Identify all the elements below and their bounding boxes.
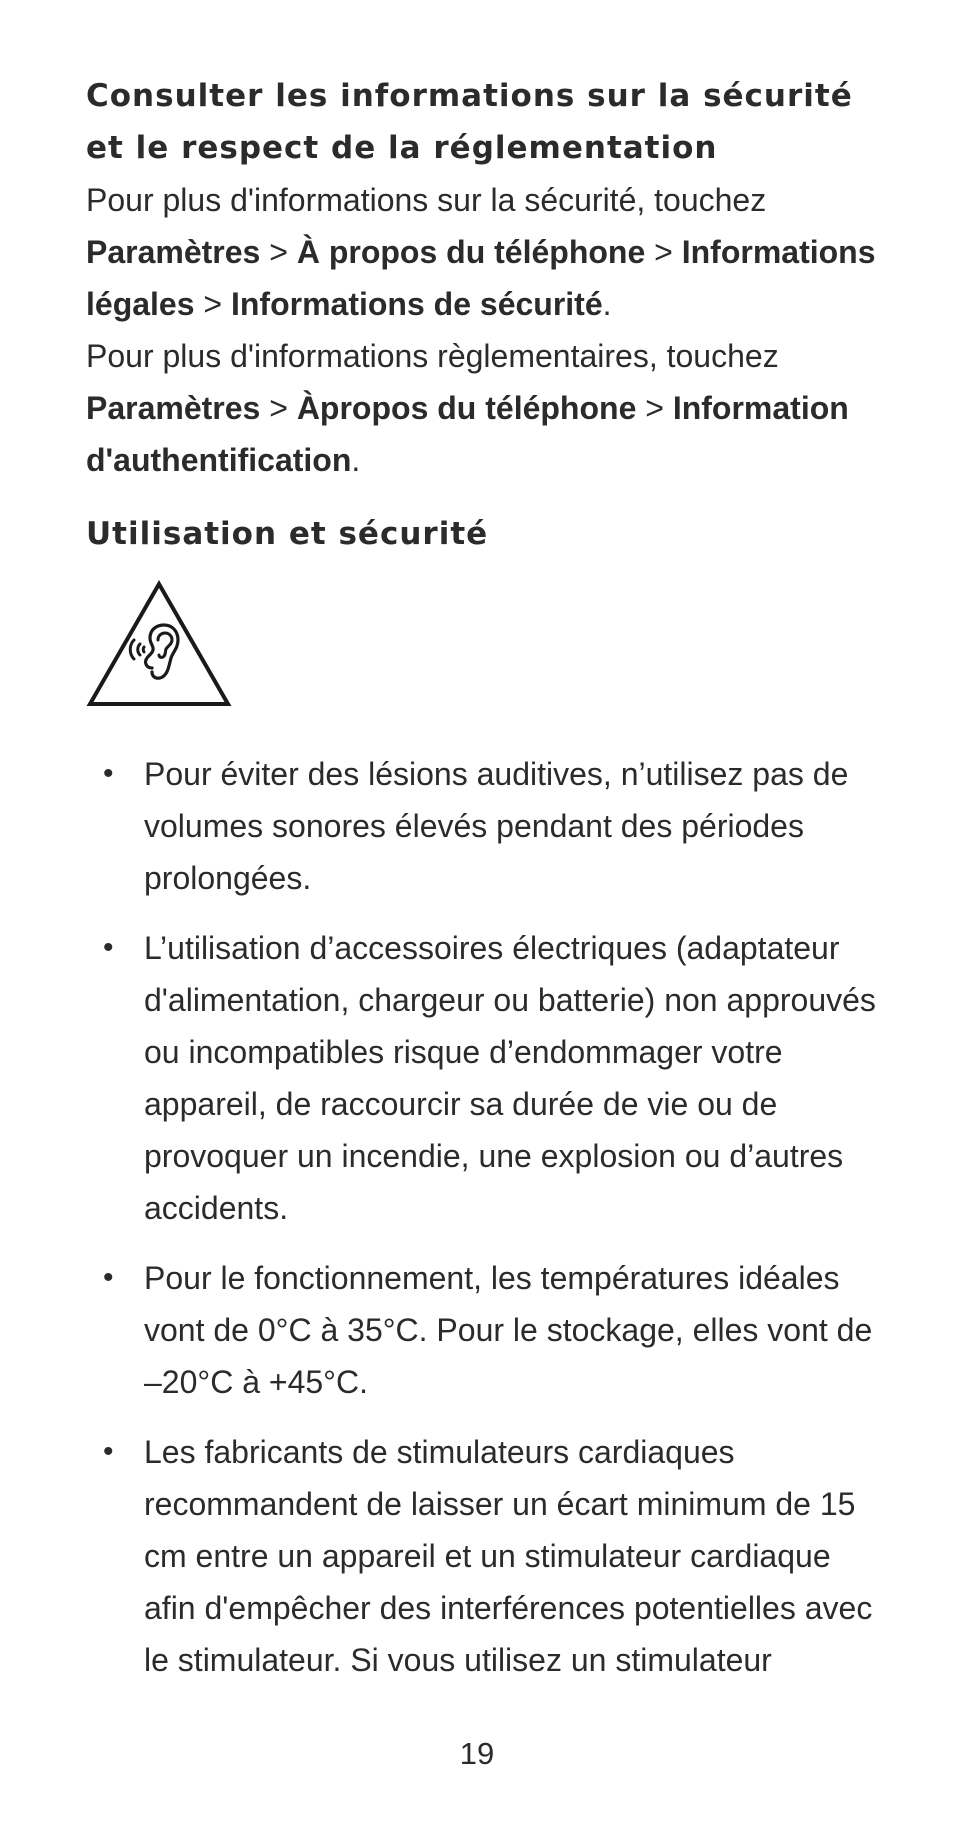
bullet-text: Les fabricants de stimulateurs cardiaques recommandent de laisser un écart minimum de 15 cm entre un appareil et un stimulateur cardiaque afin d'empêcher des interférences potentielles avec le stimulateur. Si vous utilisez un stimulateur (144, 1434, 873, 1678)
bullet-icon: • (103, 1261, 114, 1294)
section-heading-use-and-safety: Utilisation et sécurité (86, 516, 489, 552)
path-end-period: . (602, 286, 612, 322)
safety-intro-text: Pour plus d'informations sur la sécurité, touchez (86, 182, 767, 218)
section-heading-safety-info: Consulter les informations sur la sécurité et le respect de la réglementation (86, 78, 853, 166)
path-legal-info: Informations légales (86, 234, 876, 322)
path-end-period: . (351, 442, 361, 478)
bullet-text: Pour éviter des lésions auditives, n’utilisez pas de volumes sonores élevés pendant des périodes prolongées. (144, 756, 849, 896)
list-item (86, 1252, 886, 1408)
path-settings: Paramètres (86, 234, 261, 270)
safety-settings-path (86, 226, 886, 330)
path-separator: > (203, 286, 223, 322)
path-settings: Paramètres (86, 390, 261, 426)
path-separator: > (654, 234, 673, 270)
path-about-phone: À propos du téléphone (296, 234, 646, 270)
safety-bullet-list (86, 748, 886, 1686)
bullet-icon: • (103, 931, 114, 964)
path-separator: > (269, 390, 288, 426)
document-page (86, 70, 886, 1704)
bullet-icon: • (103, 757, 114, 790)
bullet-icon: • (103, 1435, 114, 1468)
list-item (86, 1426, 886, 1686)
path-separator: > (269, 234, 288, 270)
regulatory-settings-path (86, 382, 886, 486)
regulatory-intro-text: Pour plus d'informations règlementaires, touchez (86, 338, 779, 374)
page-number: 19 (459, 1736, 495, 1771)
path-about-phone: Àpropos du téléphone (296, 390, 637, 426)
bullet-text: L’utilisation d’accessoires électriques (adaptateur d'alimentation, chargeur ou batterie) non approuvés ou incompatibles risque d’endommager votre appareil, de raccourcir sa durée de vie ou de provoquer un incendie, une explosion ou d’autres accidents. (144, 930, 876, 1226)
path-safety-info: Informations de sécurité (230, 286, 603, 322)
hearing-warning-icon (86, 580, 232, 708)
list-item (86, 748, 886, 904)
list-item (86, 922, 886, 1234)
bullet-text: Pour le fonctionnement, les températures idéales vont de 0°C à 35°C. Pour le stockage, elles vont de –20°C à +45°C. (144, 1260, 873, 1400)
path-separator: > (645, 390, 664, 426)
path-authentication-info: Information d'authentification (86, 390, 849, 478)
